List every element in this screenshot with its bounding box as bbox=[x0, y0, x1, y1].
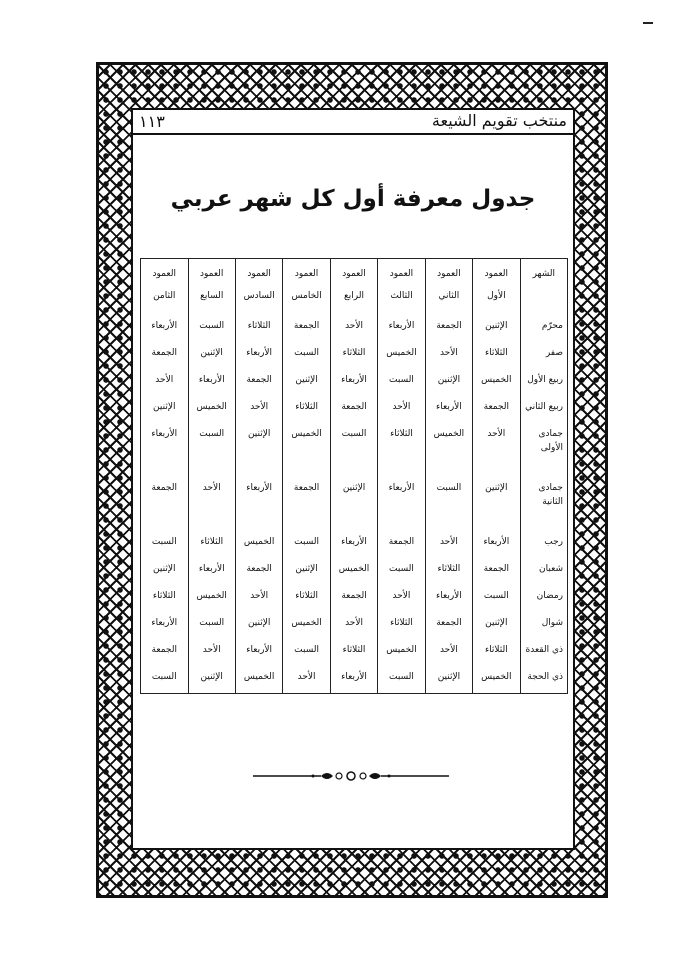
weekday-cell: الأربعاء bbox=[141, 315, 189, 342]
month-name: شعبان bbox=[520, 558, 567, 585]
weekday-cell: الأربعاء bbox=[378, 315, 425, 342]
weekday-cell: الثلاثاء bbox=[378, 423, 425, 477]
table-title: جدول معرفة أول كل شهر عربي bbox=[170, 186, 536, 212]
page-number: ١١٣ bbox=[139, 112, 165, 131]
weekday-cell: الأحد bbox=[425, 342, 472, 369]
weekday-cell: الخميس bbox=[473, 369, 520, 396]
weekday-cell: الثلاثاء bbox=[425, 558, 472, 585]
weekday-cell: الأربعاء bbox=[141, 423, 189, 477]
weekday-cell: السبت bbox=[188, 612, 235, 639]
weekday-cell: الأحد bbox=[283, 666, 330, 694]
weekday-cell: الإثنين bbox=[141, 396, 189, 423]
weekday-cell: الأحد bbox=[425, 639, 472, 666]
table-row bbox=[141, 666, 568, 694]
weekday-cell: الإثنين bbox=[425, 666, 472, 694]
weekday-cell: الخميس bbox=[425, 423, 472, 477]
column-header: العمود الأول bbox=[473, 259, 520, 316]
weekday-cell: الجمعة bbox=[283, 315, 330, 342]
table-body bbox=[141, 315, 568, 694]
weekday-cell: الأربعاء bbox=[188, 558, 235, 585]
weekday-cell: السبت bbox=[378, 369, 425, 396]
weekday-cell: الأربعاء bbox=[330, 531, 377, 558]
weekday-cell: الأربعاء bbox=[235, 342, 282, 369]
weekday-cell: الثلاثاء bbox=[330, 639, 377, 666]
month-name: ربيع الثاني bbox=[520, 396, 567, 423]
weekday-cell: الإثنين bbox=[283, 558, 330, 585]
month-name: ذي الحجة bbox=[520, 666, 567, 694]
table-row bbox=[141, 639, 568, 666]
weekday-cell: الأربعاء bbox=[141, 612, 189, 639]
weekday-cell: الأحد bbox=[235, 396, 282, 423]
weekday-cell: الجمعة bbox=[378, 531, 425, 558]
weekday-cell: الخميس bbox=[188, 585, 235, 612]
weekday-cell: الثلاثاء bbox=[235, 315, 282, 342]
table-row bbox=[141, 396, 568, 423]
weekday-cell: الخميس bbox=[330, 558, 377, 585]
weekday-cell: السبت bbox=[141, 531, 189, 558]
weekday-cell: السبت bbox=[141, 666, 189, 694]
month-name: شوال bbox=[520, 612, 567, 639]
weekday-cell: الإثنين bbox=[473, 477, 520, 531]
weekday-cell: السبت bbox=[188, 423, 235, 477]
column-header: العمود السابع bbox=[188, 259, 235, 316]
weekday-cell: الثلاثاء bbox=[378, 612, 425, 639]
weekday-cell: الخميس bbox=[378, 342, 425, 369]
weekday-cell: الثلاثاء bbox=[283, 585, 330, 612]
weekday-cell: الخميس bbox=[235, 666, 282, 694]
weekday-cell: الإثنين bbox=[188, 342, 235, 369]
weekday-cell: الجمعة bbox=[141, 342, 189, 369]
weekday-cell: الجمعة bbox=[235, 369, 282, 396]
column-header: العمود الثامن bbox=[141, 259, 189, 316]
weekday-cell: الجمعة bbox=[473, 558, 520, 585]
ornamental-divider bbox=[251, 770, 451, 782]
weekday-cell: السبت bbox=[425, 477, 472, 531]
column-header: العمود الرابع bbox=[330, 259, 377, 316]
table-row bbox=[141, 315, 568, 342]
weekday-cell: الأربعاء bbox=[235, 477, 282, 531]
weekday-cell: الجمعة bbox=[425, 315, 472, 342]
stray-mark bbox=[643, 22, 653, 24]
column-header: العمود الخامس bbox=[283, 259, 330, 316]
weekday-cell: السبت bbox=[283, 639, 330, 666]
weekday-cell: الثلاثاء bbox=[473, 342, 520, 369]
column-header: العمود الثاني bbox=[425, 259, 472, 316]
weekday-cell: الإثنين bbox=[235, 423, 282, 477]
weekday-cell: الجمعة bbox=[141, 639, 189, 666]
weekday-cell: الإثنين bbox=[283, 369, 330, 396]
weekday-cell: الأربعاء bbox=[188, 369, 235, 396]
weekday-cell: الإثنين bbox=[425, 369, 472, 396]
weekday-cell: الأربعاء bbox=[330, 369, 377, 396]
weekday-cell: الأربعاء bbox=[473, 531, 520, 558]
weekday-cell: السبت bbox=[378, 666, 425, 694]
month-name: جمادى الثانية bbox=[520, 477, 567, 531]
weekday-cell: الأربعاء bbox=[378, 477, 425, 531]
table-row bbox=[141, 585, 568, 612]
weekday-cell: السبت bbox=[330, 423, 377, 477]
month-name: ذي القعدة bbox=[520, 639, 567, 666]
running-header-title: منتخب تقويم الشيعة bbox=[431, 111, 567, 130]
weekday-cell: الإثنين bbox=[188, 666, 235, 694]
weekday-cell: الأحد bbox=[425, 531, 472, 558]
weekday-cell: الجمعة bbox=[141, 477, 189, 531]
weekday-cell: الأحد bbox=[235, 585, 282, 612]
weekday-cell: الأحد bbox=[330, 315, 377, 342]
weekday-cell: الجمعة bbox=[235, 558, 282, 585]
table-row bbox=[141, 369, 568, 396]
weekday-cell: الإثنين bbox=[235, 612, 282, 639]
weekday-cell: السبت bbox=[283, 342, 330, 369]
weekday-cell: الثلاثاء bbox=[330, 342, 377, 369]
weekday-cell: الإثنين bbox=[473, 315, 520, 342]
table-row bbox=[141, 558, 568, 585]
weekday-cell: الأحد bbox=[188, 477, 235, 531]
month-name: جمادى الأولى bbox=[520, 423, 567, 477]
weekday-cell: الثلاثاء bbox=[188, 531, 235, 558]
month-name: صفر bbox=[520, 342, 567, 369]
weekday-cell: الثلاثاء bbox=[141, 585, 189, 612]
weekday-cell: السبت bbox=[188, 315, 235, 342]
weekday-cell: السبت bbox=[378, 558, 425, 585]
weekday-cell: الجمعة bbox=[283, 477, 330, 531]
month-name: رجب bbox=[520, 531, 567, 558]
month-name: ربيع الأول bbox=[520, 369, 567, 396]
month-name: محرّم bbox=[520, 315, 567, 342]
weekday-cell: الجمعة bbox=[330, 396, 377, 423]
table-row bbox=[141, 423, 568, 477]
weekday-cell: الخميس bbox=[235, 531, 282, 558]
column-header: العمود السادس bbox=[235, 259, 282, 316]
weekday-cell: الأربعاء bbox=[330, 666, 377, 694]
weekday-cell: الخميس bbox=[473, 666, 520, 694]
month-name: رمضان bbox=[520, 585, 567, 612]
weekday-cell: الثلاثاء bbox=[283, 396, 330, 423]
weekday-cell: الأحد bbox=[378, 396, 425, 423]
weekday-cell: الخميس bbox=[283, 423, 330, 477]
weekday-cell: الإثنين bbox=[141, 558, 189, 585]
page-content bbox=[131, 108, 575, 850]
weekday-cell: الأربعاء bbox=[425, 585, 472, 612]
table-row bbox=[141, 342, 568, 369]
column-header: العمود الثالث bbox=[378, 259, 425, 316]
weekday-cell: الخميس bbox=[188, 396, 235, 423]
weekday-cell: السبت bbox=[473, 585, 520, 612]
weekday-cell: الإثنين bbox=[330, 477, 377, 531]
weekday-cell: الخميس bbox=[378, 639, 425, 666]
weekday-cell: الأحد bbox=[473, 423, 520, 477]
weekday-cell: الجمعة bbox=[330, 585, 377, 612]
column-header-month: الشهر bbox=[520, 259, 567, 316]
weekday-cell: الجمعة bbox=[425, 612, 472, 639]
weekday-cell: الأربعاء bbox=[425, 396, 472, 423]
weekday-cell: الأحد bbox=[141, 369, 189, 396]
table-header-row bbox=[141, 259, 568, 316]
table-row bbox=[141, 531, 568, 558]
weekday-cell: الأحد bbox=[378, 585, 425, 612]
weekday-cell: الثلاثاء bbox=[473, 639, 520, 666]
table-row bbox=[141, 477, 568, 531]
header-rule bbox=[133, 133, 573, 135]
weekday-cell: الأحد bbox=[188, 639, 235, 666]
weekday-cell: السبت bbox=[283, 531, 330, 558]
weekday-cell: الأربعاء bbox=[235, 639, 282, 666]
weekday-cell: الجمعة bbox=[473, 396, 520, 423]
calendar-table bbox=[140, 258, 568, 694]
weekday-cell: الأحد bbox=[330, 612, 377, 639]
table-row bbox=[141, 612, 568, 639]
weekday-cell: الإثنين bbox=[473, 612, 520, 639]
weekday-cell: الخميس bbox=[283, 612, 330, 639]
